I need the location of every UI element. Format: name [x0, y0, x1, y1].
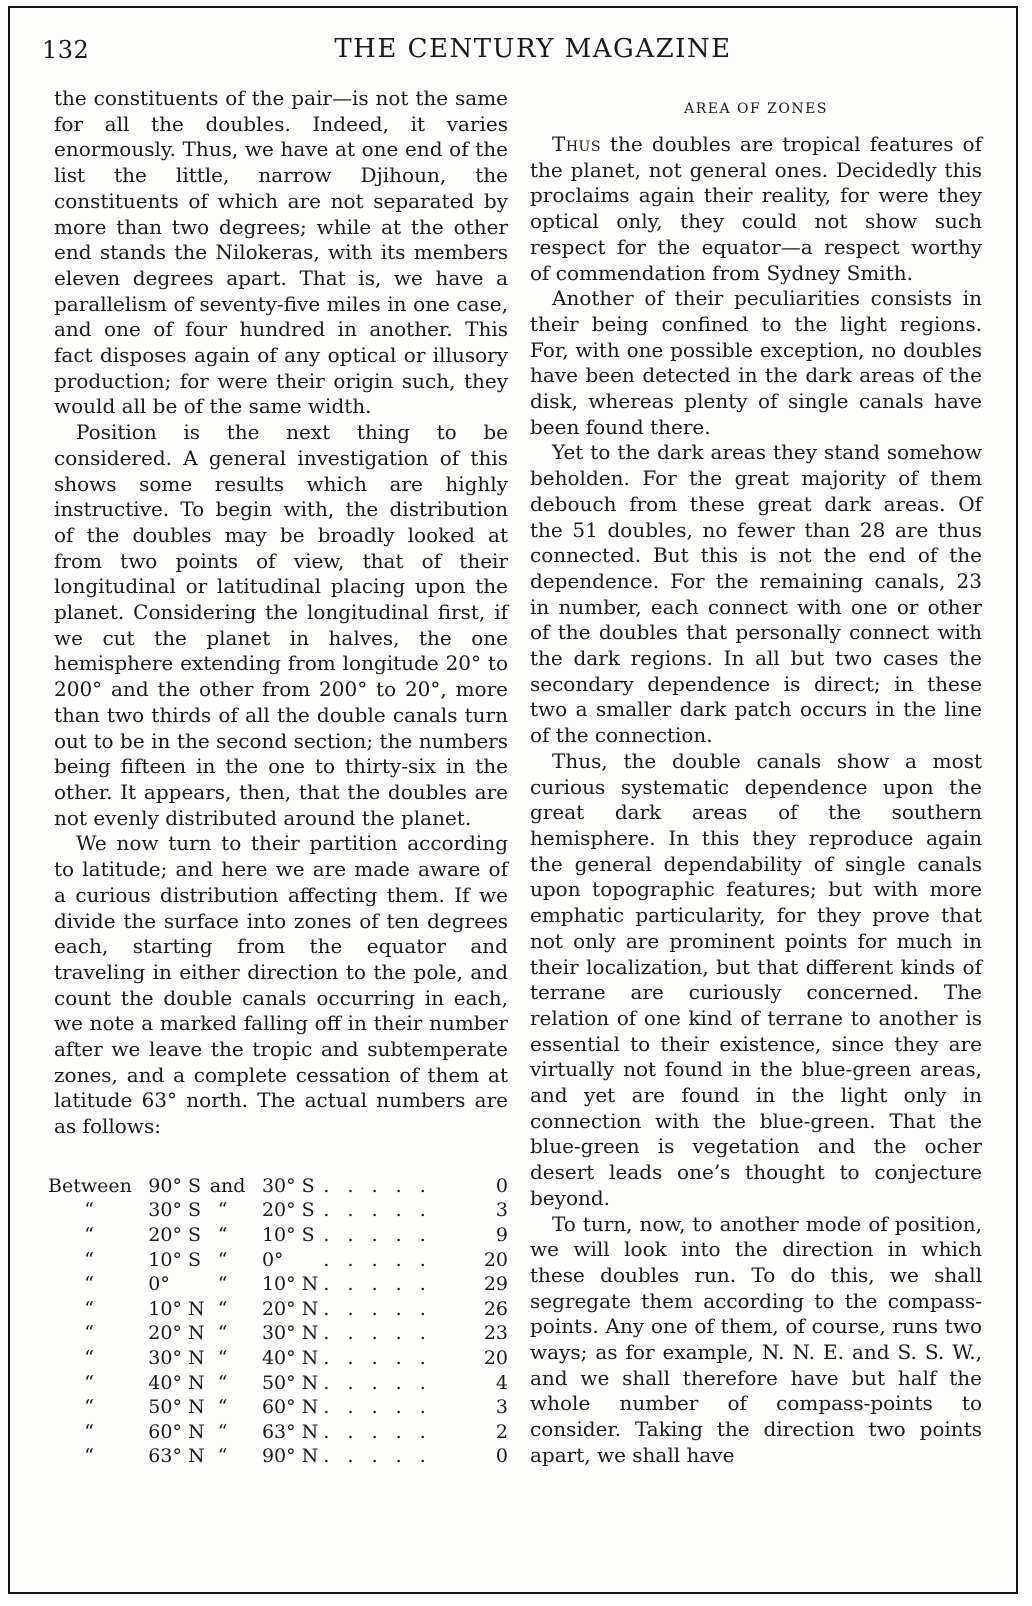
paragraph — [530, 132, 982, 286]
section-title: AREA OF ZONES — [684, 101, 828, 117]
table-cell-dots: . . . . . — [323, 1371, 432, 1394]
table-cell-dots: . . . . . — [323, 1199, 432, 1222]
table-cell-from: 20° N — [148, 1322, 205, 1345]
latitude-zone-table — [48, 1174, 508, 1469]
paragraph: the constituents of the pair—is not the same for all the doubles. Indeed, it varies enormously. Thus, we have at one end of the list the little, narrow Djihoun, the constituents of which are not separated by more than two degrees; while at the other end stands the Nilokeras, with its members eleven degrees apart. That is, we have a parallelism of seventy-five miles in one case, and one of four hundred in another. This fact disposes again of any optical or illusory production; for were their origin such, they would all be of the same width. — [54, 86, 508, 419]
table-row — [48, 1371, 508, 1396]
table-row — [48, 1174, 508, 1199]
table-cell-and: “ — [217, 1420, 228, 1443]
table-row — [48, 1272, 508, 1297]
table-cell-and: “ — [217, 1199, 228, 1222]
paragraph: Another of their peculiarities consists in their being confined to the light regions. For, with one possible exception, no doubles have been detected in the dark areas of the disk, whereas plenty of single canals have been found there. — [530, 286, 982, 439]
table-cell-count: 29 — [483, 1273, 508, 1296]
table-cell-and: “ — [217, 1346, 228, 1369]
running-head: THE CENTURY MAGAZINE — [334, 34, 732, 64]
table-cell-count: 26 — [483, 1297, 508, 1320]
table-cell-dots: . . . . . — [323, 1297, 432, 1320]
table-cell-to: 30° S — [261, 1174, 315, 1197]
table-cell-to: 10° S — [261, 1224, 315, 1247]
page-header — [40, 30, 986, 70]
left-column — [48, 86, 508, 1469]
table-cell-pre: “ — [84, 1297, 94, 1320]
table-row — [48, 1444, 508, 1469]
table-cell-count: 0 — [495, 1445, 508, 1468]
table-cell-pre: “ — [84, 1273, 94, 1296]
table-cell-dots: . . . . . — [323, 1346, 432, 1369]
table-cell-to: 0° — [261, 1248, 284, 1271]
table-cell-pre: “ — [84, 1199, 94, 1222]
table-cell-dots: . . . . . — [323, 1224, 432, 1247]
table-cell-to: 20° N — [261, 1297, 319, 1320]
table-cell-from: 20° S — [148, 1224, 201, 1247]
table-cell-and: “ — [217, 1371, 228, 1394]
table-cell-from: 40° N — [148, 1371, 205, 1394]
table-cell-and: “ — [217, 1445, 228, 1468]
table-cell-and: “ — [217, 1297, 228, 1320]
lead-word: Thus — [552, 132, 601, 156]
table-cell-dots: . . . . . — [323, 1445, 432, 1468]
magazine-page — [8, 6, 1018, 1594]
table-row — [48, 1223, 508, 1248]
table-cell-dots: . . . . . — [323, 1273, 432, 1296]
table-cell-from: 90° S — [148, 1174, 201, 1197]
table-cell-from: 30° N — [148, 1346, 205, 1369]
table-cell-dots: . . . . . — [323, 1248, 432, 1271]
paragraph: Position is the next thing to be considered. A general investigation of this shows some results which are highly instructive. To begin with, the distribution of the doubles may be broadly looked at from two points of view, that of their longitudinal or latitudinal placing upon the planet. Considering the longitudinal first, if we cut the planet in halves, the one hemisphere extending from longitude 20° to 200° and the other from 200° to 20°, more than two thirds of all the double canals turn out to be in the second section; the numbers being fifteen in the one to thirty-six in the other. It appears, then, that the doubles are not evenly distributed around the planet. — [54, 420, 508, 830]
table-cell-pre: “ — [84, 1396, 94, 1419]
table-row — [48, 1346, 508, 1371]
table-cell-to: 63° N — [261, 1420, 319, 1443]
table-cell-to: 30° N — [261, 1322, 319, 1345]
table-cell-count: 2 — [495, 1420, 508, 1443]
table-cell-dots: . . . . . — [323, 1396, 432, 1419]
table-cell-pre: “ — [84, 1248, 94, 1271]
table-cell-count: 9 — [495, 1224, 508, 1247]
table-cell-count: 23 — [483, 1322, 508, 1345]
table-cell-count: 0 — [495, 1174, 508, 1197]
table-cell-from: 30° S — [148, 1199, 201, 1222]
table-cell-pre: “ — [84, 1371, 94, 1394]
table-cell-to: 10° N — [261, 1273, 319, 1296]
table-cell-to: 20° S — [261, 1199, 315, 1222]
table-cell-count: 3 — [495, 1199, 508, 1222]
right-column — [530, 86, 982, 1469]
table-cell-count: 20 — [483, 1346, 508, 1369]
table-cell-pre: “ — [84, 1420, 94, 1443]
table-cell-and: “ — [217, 1224, 228, 1247]
table-cell-dots: . . . . . — [323, 1322, 432, 1345]
table-cell-from: 0° — [148, 1273, 170, 1296]
table-cell-pre: Between — [48, 1174, 132, 1197]
table-cell-and: and — [209, 1174, 246, 1197]
table-cell-to: 90° N — [261, 1445, 319, 1468]
table-cell-pre: “ — [84, 1346, 94, 1369]
table-cell-from: 10° S — [148, 1248, 201, 1271]
table-cell-pre: “ — [84, 1445, 94, 1468]
table-cell-count: 20 — [483, 1248, 508, 1271]
paragraph: Thus, the double canals show a most curious systematic dependence upon the great dark areas of the southern hemisphere. In this they reproduce again the general dependability of single canals upon topographic features; but with more emphatic particularity, for they prove that not only are prominent points for much in their localization, but that different kinds of terrane are curiously concerned. The relation of one kind of terrane to another is essential to their existence, since they are virtually not found in the blue-green areas, and yet are found in the light only in connection with the blue-green. That the blue-green is vegetation and the ocher desert leads one’s thought to conjecture beyond. — [530, 748, 982, 1210]
table-cell-and: “ — [217, 1322, 228, 1345]
table-row — [48, 1420, 508, 1445]
paragraph: Yet to the dark areas they stand somehow beholden. For the great majority of them debouch from these great dark areas. Of the 51 doubles, no fewer than 28 are thus connected. But this is not the end of the dependence. For the remaining canals, 23 in number, each connect with one or other of the doubles that personally connect with the dark regions. In all but two cases the secondary dependence is direct; in these two a smaller dark patch occurs in the line of the connection. — [530, 440, 982, 748]
table-cell-to: 50° N — [261, 1371, 319, 1394]
table-row — [48, 1198, 508, 1223]
table-cell-count: 4 — [495, 1371, 508, 1394]
paragraph: To turn, now, to another mode of position, we will look into the direction in which these doubles run. To do this, we shall segregate them according to the compass-points. Any one of them, of course, runs two ways; as for example, N. N. E. and S. S. W., and we shall therefore have but half the whole number of compass-points to consider. Taking the direction two points apart, we shall have — [530, 1211, 982, 1467]
table-cell-dots: . . . . . — [323, 1174, 432, 1197]
table-cell-from: 63° N — [148, 1445, 205, 1468]
table-cell-and: “ — [217, 1273, 228, 1296]
paragraph-text: the doubles are tropical features of the planet, not general ones. Decidedly this proclaims again their reality, for were they optical only, they could not show such respect for the equator—a respect worthy of commendation from Sydney Smith. — [530, 132, 982, 285]
page-number: 132 — [42, 36, 90, 64]
table-cell-to: 60° N — [261, 1396, 319, 1419]
table-row — [48, 1248, 508, 1273]
table-cell-to: 40° N — [261, 1346, 319, 1369]
table-row — [48, 1297, 508, 1322]
table-cell-from: 50° N — [148, 1396, 205, 1419]
table-cell-pre: “ — [84, 1322, 94, 1345]
table-cell-count: 3 — [495, 1396, 508, 1419]
table-cell-from: 60° N — [148, 1420, 205, 1443]
table-row — [48, 1395, 508, 1420]
table-cell-from: 10° N — [148, 1297, 205, 1320]
table-row — [48, 1321, 508, 1346]
table-cell-pre: “ — [84, 1224, 94, 1247]
table-cell-dots: . . . . . — [323, 1420, 432, 1443]
paragraph: We now turn to their partition according to latitude; and here we are made aware of a curious distribution affecting them. If we divide the surface into zones of ten degrees each, starting from the equator and traveling in either direction to the pole, and count the double canals occurring in each, we note a marked falling off in their number after we leave the tropic and subtemperate zones, and a complete cessation of them at latitude 63° north. The actual numbers are as follows: — [54, 831, 508, 1139]
table-cell-and: “ — [217, 1396, 228, 1419]
table-cell-and: “ — [217, 1248, 228, 1271]
